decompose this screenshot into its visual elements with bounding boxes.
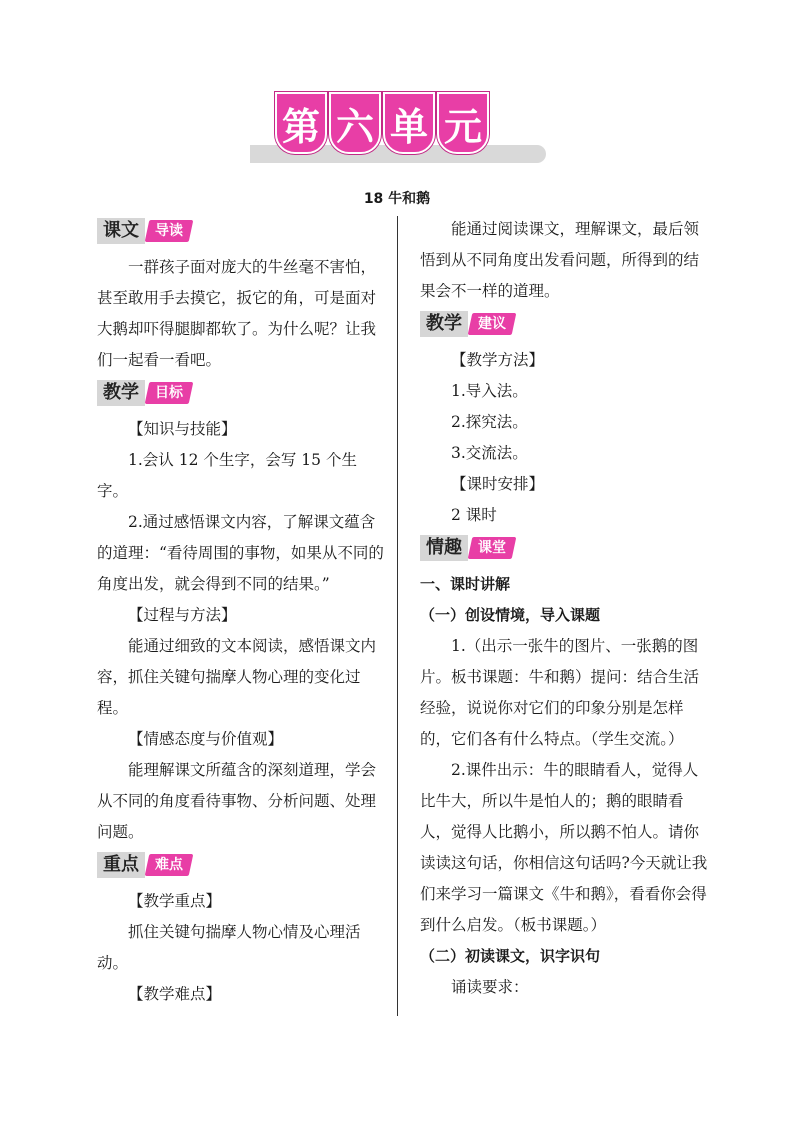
section-header-main: 教学 [97, 380, 145, 406]
process-text: 能通过细致的文本阅读，感悟课文内容，抓住关键句揣摩人物心理的变化过程。 [97, 637, 377, 717]
column-divider [397, 216, 398, 1016]
process-heading: 【过程与方法】 [128, 606, 237, 624]
emotion-text: 能理解课文所蕴含的深刻道理，学会从不同的角度看待事物、分析问题、处理问题。 [97, 761, 377, 841]
section-header-tag [145, 382, 194, 404]
banner-char: 元 [437, 92, 489, 154]
emotion-heading: 【情感态度与价值观】 [128, 730, 284, 748]
sub-heading-2: （二）初读课文，识字识句 [420, 947, 601, 965]
right-column [420, 214, 710, 1003]
part-heading: 一、课时讲解 [420, 575, 511, 593]
section-header-tag [145, 854, 194, 876]
intro-paragraph: 一群孩子面对庞大的牛丝毫不害怕，甚至敢用手去摸它，扳它的角，可是面对大鹅却吓得腿脚都软了。为什么呢？让我们一起看一看吧。 [97, 258, 377, 369]
schedule-text: 2 课时 [451, 506, 497, 524]
section-header-tag [468, 537, 517, 559]
section-header-tag-text: 导读 [155, 223, 183, 239]
knowledge-item-2: 2.通过感悟课文内容，了解课文蕴含的道理：“看待周围的事物，如果从不同的角度出发，就会得到不同的结果。” [97, 513, 384, 593]
section-header-teaching-advice [420, 311, 710, 337]
lesson-title: 18 牛和鹅 [363, 191, 431, 207]
method-item: 2.探究法。 [451, 413, 528, 431]
section-header-main: 教学 [420, 311, 468, 337]
reading-requirement: 诵读要求： [451, 978, 529, 996]
left-column [97, 214, 387, 1010]
knowledge-item-1: 1.会认 12 个生字，会写 15 个生字。 [97, 451, 357, 500]
section-header-tag [145, 220, 194, 242]
section-header-main: 重点 [97, 852, 145, 878]
step-1: 1.（出示一张牛的图片、一张鹅的图片。板书课题：牛和鹅）提问：结合生活经验，说说你对它们的印象分别是怎样的，它们各有什么特点。（学生交流。） [420, 637, 700, 748]
difficulty-heading: 【教学难点】 [128, 985, 222, 1003]
sub-heading-1: （一）创设情境，导入课题 [420, 606, 601, 624]
method-item: 3.交流法。 [451, 444, 528, 462]
method-heading: 【教学方法】 [451, 351, 545, 369]
schedule-heading: 【课时安排】 [451, 475, 545, 493]
section-header-teaching-goals [97, 380, 387, 406]
section-header-reading-guide [97, 218, 387, 244]
banner-title [275, 92, 489, 154]
method-item: 1.导入法。 [451, 382, 528, 400]
section-header-main: 课文 [97, 218, 145, 244]
difficulty-text: 能通过阅读课文，理解课文，最后领悟到从不同角度出发看问题，所得到的结果会不一样的道理。 [420, 220, 700, 300]
banner-char: 六 [329, 92, 381, 154]
section-header-tag-text: 难点 [155, 857, 183, 873]
section-header-tag-text: 建议 [478, 316, 506, 332]
section-header-tag [468, 313, 517, 335]
section-header-main: 情趣 [420, 535, 468, 561]
banner-char: 单 [383, 92, 435, 154]
section-header-tag-text: 课堂 [478, 540, 506, 556]
banner-char: 第 [275, 92, 327, 154]
knowledge-heading: 【知识与技能】 [128, 420, 237, 438]
section-header-tag-text: 目标 [155, 385, 183, 401]
section-header-classroom [420, 535, 710, 561]
unit-banner [250, 92, 546, 172]
step-2: 2.课件出示：牛的眼睛看人，觉得人比牛大，所以牛是怕人的；鹅的眼睛看人，觉得人比鹅小，所以鹅不怕人。请你读读这句话，你相信这句话吗?今天就让我们来学习一篇课文《牛和鹅》，看看你会得到什么启发。（板书课题。） [420, 761, 708, 934]
key-text: 抓住关键句揣摩人物心情及心理活动。 [97, 923, 361, 972]
key-heading: 【教学重点】 [128, 892, 222, 910]
section-header-key-points [97, 852, 387, 878]
